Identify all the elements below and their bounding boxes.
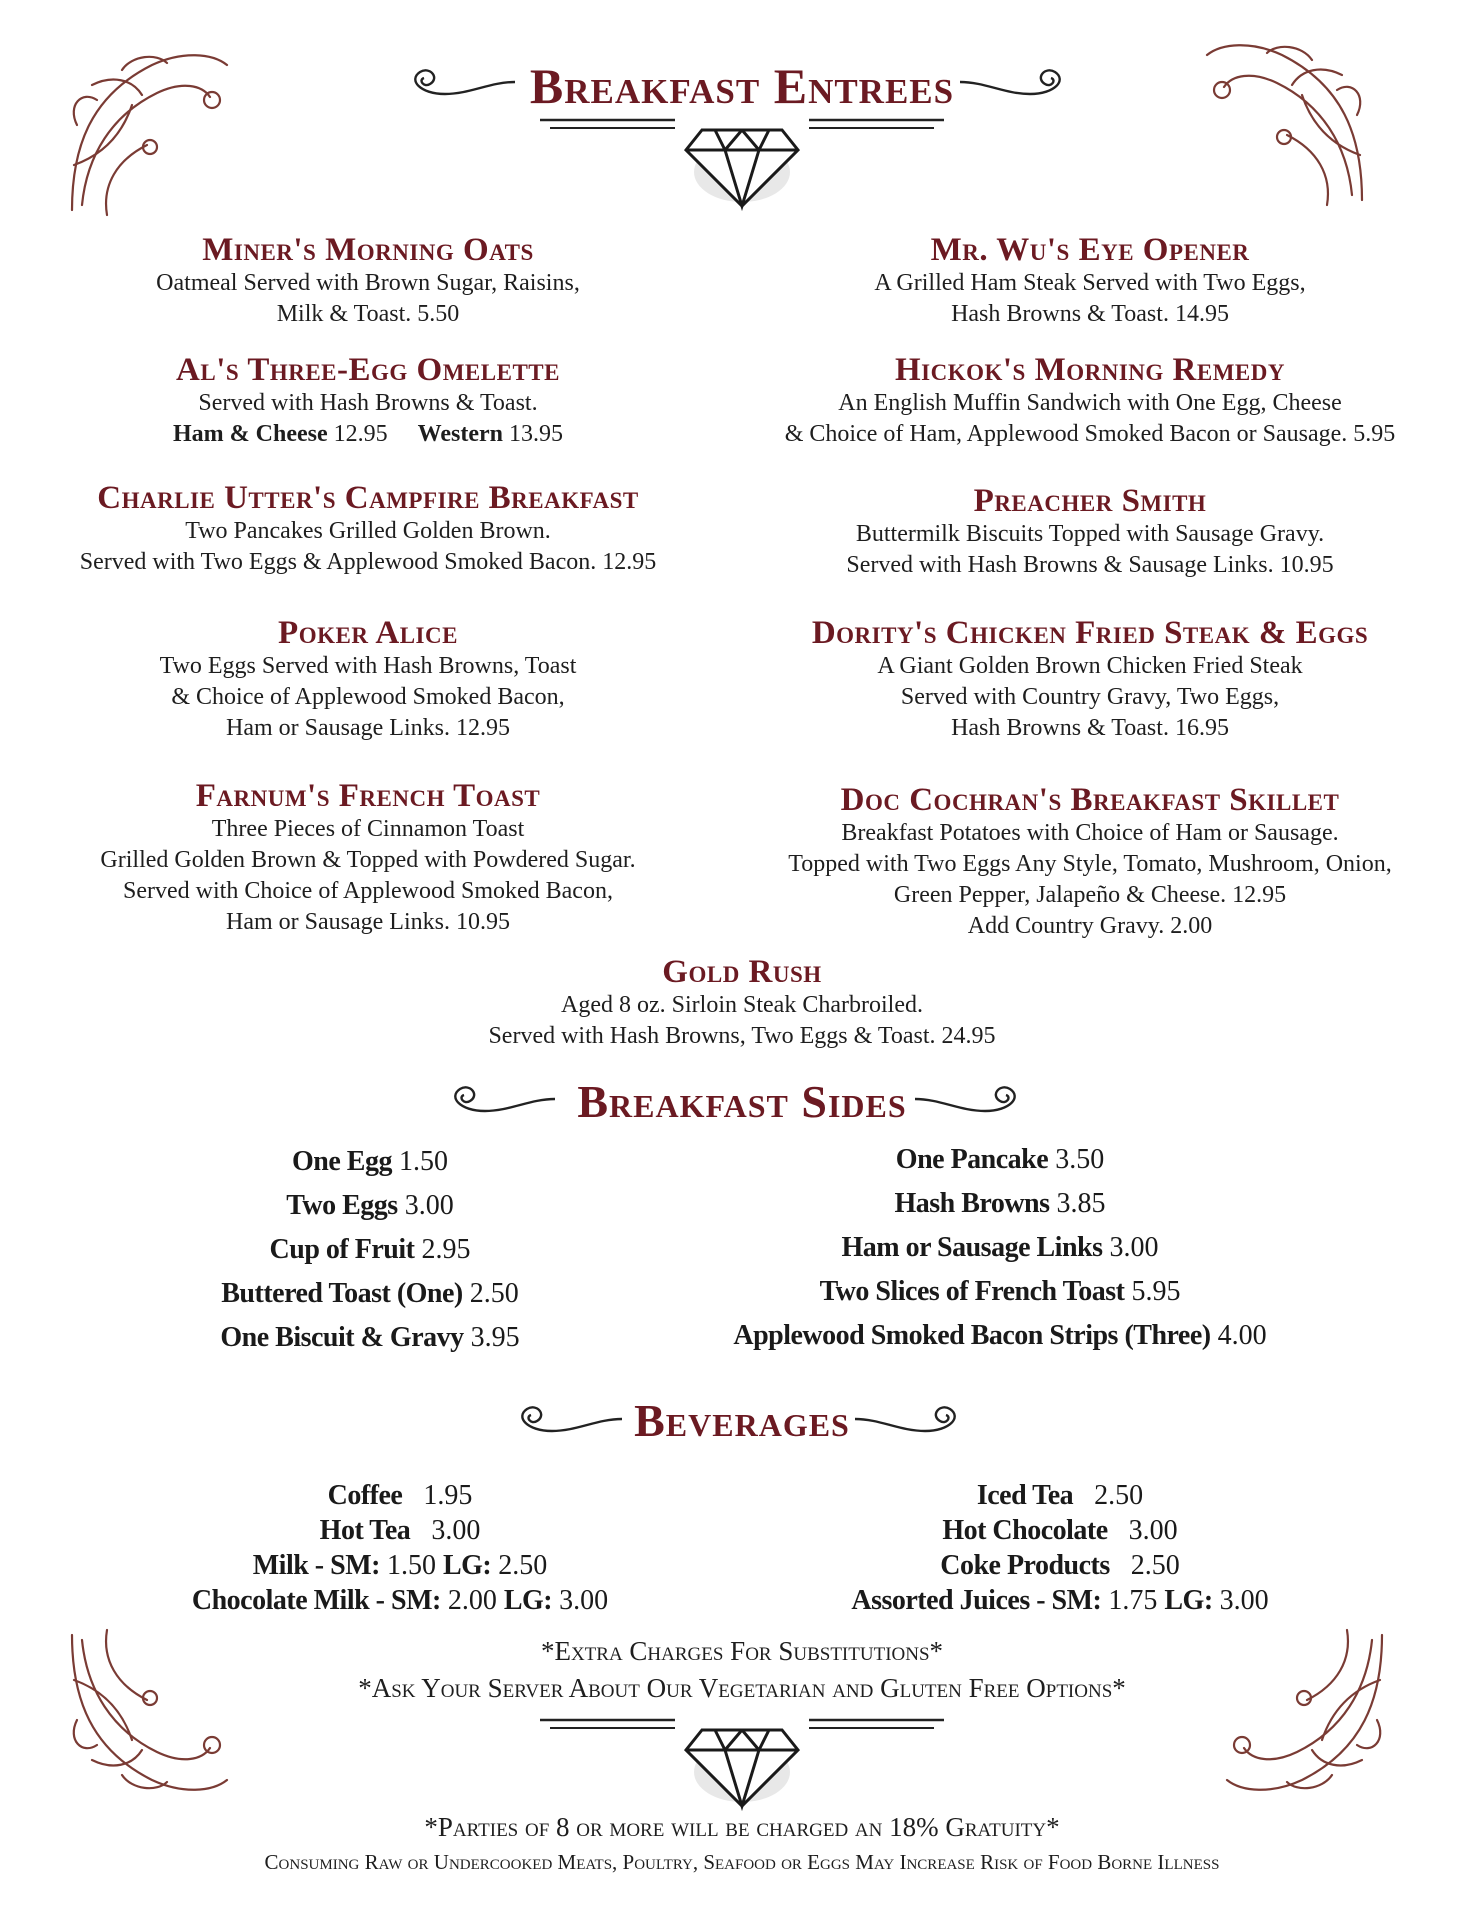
- entree-name: Farnum's French Toast: [195, 778, 541, 814]
- entree-desc: & Choice of Ham, Applewood Smoked Bacon or Sausage. 5.95: [784, 421, 1396, 447]
- entree-preacher-smith: [740, 483, 1440, 581]
- entree-desc: Buttermilk Biscuits Topped with Sausage Gravy.: [855, 521, 1325, 547]
- entree-desc: A Giant Golden Brown Chicken Fried Steak: [877, 653, 1303, 679]
- note-vegetarian: *Ask Your Server About Our Vegetarian and Gluten Free Options*: [358, 1673, 1126, 1703]
- beverage-item: Coffee 1.95: [327, 1480, 473, 1511]
- option-label: Western: [417, 421, 503, 447]
- beverage-item: Chocolate Milk - SM: 2.00 LG: 3.00: [191, 1585, 609, 1616]
- note-gratuity: *Parties of 8 or more will be charged an 18% Gratuity*: [424, 1812, 1060, 1842]
- entree-desc: Ham or Sausage Links. 10.95: [226, 909, 510, 935]
- header-breakfast-sides: Breakfast Sides: [577, 1076, 907, 1127]
- entree-hickoks-morning-remedy: [740, 352, 1440, 450]
- entree-desc: Served with Hash Browns & Toast.: [198, 390, 538, 416]
- entree-desc: Breakfast Potatoes with Choice of Ham or Sausage.: [841, 820, 1339, 846]
- beverages-right-list: [800, 1478, 1320, 1618]
- side-item: Buttered Toast (One) 2.50: [221, 1278, 519, 1309]
- entree-name: Dority's Chicken Fried Steak & Eggs: [811, 615, 1369, 651]
- entree-poker-alice: [18, 615, 718, 744]
- note-substitutions: *Extra Charges For Substitutions*: [540, 1636, 944, 1666]
- entree-desc: Green Pepper, Jalapeño & Cheese. 12.95: [893, 882, 1287, 908]
- side-item: Cup of Fruit 2.95: [269, 1234, 471, 1265]
- diamond-divider-top: [540, 112, 944, 212]
- entree-desc: Two Pancakes Grilled Golden Brown.: [185, 518, 551, 544]
- entree-desc: Two Eggs Served with Hash Browns, Toast: [159, 653, 577, 679]
- side-item: Two Slices of French Toast 5.95: [819, 1276, 1181, 1307]
- entree-desc: Add Country Gravy. 2.00: [967, 913, 1213, 939]
- entree-name: Poker Alice: [278, 615, 458, 651]
- header-breakfast-entrees: Breakfast Entrees: [529, 58, 955, 114]
- option-price: 12.95: [333, 421, 388, 447]
- entree-desc: Ham or Sausage Links. 12.95: [226, 715, 510, 741]
- beverage-item: Milk - SM: 1.50 LG: 2.50: [252, 1550, 548, 1581]
- entree-doritys-chicken-fried-steak: [740, 615, 1440, 744]
- entree-desc: Aged 8 oz. Sirloin Steak Charbroiled.: [561, 992, 923, 1018]
- option-price: 13.95: [508, 421, 563, 447]
- note-consumer-warning: Consuming Raw or Undercooked Meats, Poultry, Seafood or Eggs May Increase Risk of Food Borne Illness: [264, 1850, 1220, 1874]
- entree-desc: Served with Country Gravy, Two Eggs,: [900, 684, 1280, 710]
- entree-miners-morning-oats: [18, 232, 718, 330]
- sides-left-list: [140, 1140, 600, 1360]
- side-item: Two Eggs 3.00: [286, 1190, 454, 1221]
- entree-als-omelette: [18, 352, 718, 450]
- diamond-divider-bottom: [540, 1712, 944, 1812]
- entree-name: Charlie Utter's Campfire Breakfast: [97, 480, 639, 516]
- entree-name: Hickok's Morning Remedy: [894, 352, 1285, 388]
- entree-name: Doc Cochran's Breakfast Skillet: [840, 782, 1340, 818]
- entree-gold-rush: [392, 954, 1092, 1052]
- entree-desc: Oatmeal Served with Brown Sugar, Raisins,: [156, 270, 580, 296]
- entree-mr-wus-eye-opener: [740, 232, 1440, 330]
- option-label: Ham & Cheese: [173, 421, 328, 447]
- entree-desc: Served with Hash Browns & Sausage Links. 10.95: [846, 552, 1334, 578]
- entree-doc-cochrans-skillet: [740, 782, 1440, 942]
- entree-desc: Served with Two Eggs & Applewood Smoked Bacon. 12.95: [79, 549, 657, 575]
- beverage-item: Iced Tea 2.50: [976, 1480, 1144, 1511]
- beverage-item: Hot Chocolate 3.00: [942, 1515, 1178, 1546]
- entree-name: Gold Rush: [662, 954, 822, 990]
- entree-desc: Grilled Golden Brown & Topped with Powdered Sugar.: [100, 847, 636, 873]
- entree-desc: Hash Browns & Toast. 14.95: [951, 301, 1229, 327]
- entree-options: [18, 419, 718, 450]
- entree-desc: Served with Hash Browns, Two Eggs & Toast. 24.95: [488, 1023, 996, 1049]
- entree-desc: Hash Browns & Toast. 16.95: [951, 715, 1229, 741]
- sides-right-list: [670, 1138, 1330, 1358]
- entree-desc: Milk & Toast. 5.50: [276, 301, 460, 327]
- entree-desc: A Grilled Ham Steak Served with Two Eggs,: [874, 270, 1306, 296]
- side-item: Ham or Sausage Links 3.00: [841, 1232, 1159, 1263]
- entree-farnums-french-toast: [18, 778, 718, 938]
- beverages-left-list: [140, 1478, 660, 1618]
- entree-desc: & Choice of Applewood Smoked Bacon,: [171, 684, 565, 710]
- beverage-item: Hot Tea 3.00: [319, 1515, 481, 1546]
- entree-name: Al's Three-Egg Omelette: [176, 352, 560, 388]
- side-item: Applewood Smoked Bacon Strips (Three) 4.00: [733, 1320, 1267, 1351]
- entree-desc: Topped with Two Eggs Any Style, Tomato, Mushroom, Onion,: [788, 851, 1392, 877]
- entree-name: Mr. Wu's Eye Opener: [930, 232, 1250, 268]
- side-item: One Biscuit & Gravy 3.95: [220, 1322, 520, 1353]
- side-item: One Pancake 3.50: [895, 1144, 1105, 1175]
- entree-name: Preacher Smith: [973, 483, 1207, 519]
- header-beverages: Beverages: [634, 1395, 850, 1446]
- entree-charlie-utters-campfire: [18, 480, 718, 578]
- entree-desc: Served with Choice of Applewood Smoked Bacon,: [123, 878, 613, 904]
- beverage-item: Coke Products 2.50: [940, 1550, 1180, 1581]
- entree-desc: Three Pieces of Cinnamon Toast: [211, 816, 525, 842]
- side-item: Hash Browns 3.85: [894, 1188, 1106, 1219]
- entree-name: Miner's Morning Oats: [202, 232, 534, 268]
- side-item: One Egg 1.50: [292, 1146, 448, 1177]
- entree-desc: An English Muffin Sandwich with One Egg, Cheese: [838, 390, 1342, 416]
- beverage-item: Assorted Juices - SM: 1.75 LG: 3.00: [851, 1585, 1269, 1616]
